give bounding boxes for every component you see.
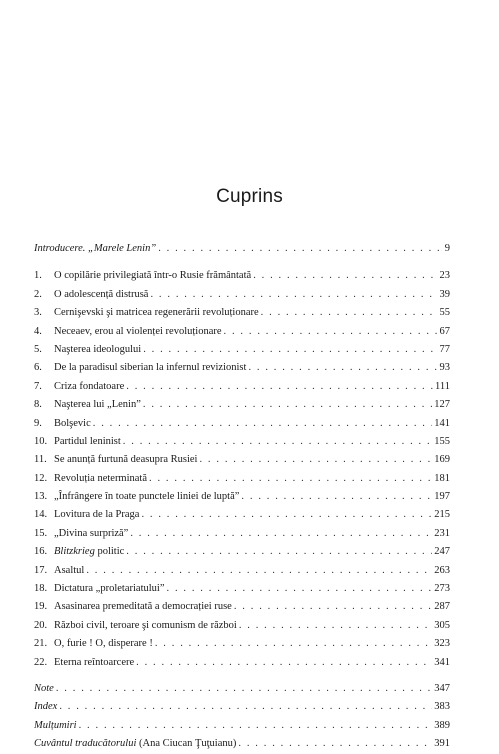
- toc-entry-title: O adolescență distrusă: [54, 288, 149, 300]
- toc-entry-page: 9: [444, 243, 450, 254]
- toc-entry-page: 23: [439, 270, 450, 282]
- dot-leader: [143, 396, 432, 414]
- toc-entry-number: 9.: [34, 417, 42, 429]
- toc-entry-page: 305: [434, 619, 450, 631]
- chapter-entry[interactable]: [34, 433, 450, 451]
- chapter-entry[interactable]: [34, 488, 450, 506]
- toc-entry-title: Dictatura „proletariatului”: [54, 583, 165, 595]
- toc-entry-page: 247: [434, 546, 450, 558]
- dot-leader: [239, 617, 432, 635]
- dot-leader: [238, 735, 432, 753]
- chapter-entry[interactable]: [34, 396, 450, 414]
- toc-entry-title-rest: politic: [94, 546, 125, 558]
- toc-entry-title: Revoluția neterminată: [54, 472, 148, 484]
- toc-entry-title: Lovitura de la Praga: [54, 509, 140, 521]
- back-matter-entry[interactable]: [34, 735, 450, 753]
- chapter-entry[interactable]: [34, 267, 450, 285]
- chapter-entry[interactable]: [34, 341, 450, 359]
- toc-entry-page: 287: [434, 601, 450, 613]
- dot-leader: [199, 451, 432, 469]
- dot-leader: [86, 562, 432, 580]
- toc-entry-number: 15.: [34, 527, 48, 539]
- toc-entry-page: 215: [434, 509, 450, 521]
- chapter-entry[interactable]: [34, 451, 450, 469]
- toc-entry-title-italic: Cuvântul traducătorului: [34, 738, 137, 750]
- toc-entry-title: O copilărie privilegiată într-o Rusie frământată: [54, 270, 252, 282]
- dot-leader: [261, 304, 438, 322]
- toc-entry-title: „Înfrângere în toate punctele liniei de luptă”: [54, 491, 240, 503]
- toc-entry-number: 20.: [34, 619, 48, 631]
- toc-entry-page: 93: [439, 362, 450, 374]
- toc-entry-title: Se anunță furtună deasupra Rusiei: [54, 454, 198, 466]
- chapter-entry[interactable]: [34, 525, 450, 543]
- toc-entry-page: 323: [434, 638, 450, 650]
- dot-leader: [59, 698, 432, 716]
- toc-entry-page: 181: [434, 472, 450, 484]
- toc-entry-title: Index: [34, 701, 58, 713]
- toc-entry-page: 273: [434, 583, 450, 595]
- chapter-entry[interactable]: [34, 617, 450, 635]
- toc-entry-number: 5.: [34, 343, 42, 355]
- chapter-entry[interactable]: [34, 635, 450, 653]
- dot-leader: [126, 543, 432, 561]
- toc-entry-number: 19.: [34, 601, 48, 613]
- toc-entry-number: 8.: [34, 399, 42, 411]
- chapter-entry[interactable]: [34, 415, 450, 433]
- toc-entry-page: 155: [434, 435, 450, 447]
- toc-entry-title: Asasinarea premeditată a democrației ruse: [54, 601, 232, 613]
- toc-entry-title: Criza fondatoare: [54, 380, 125, 392]
- dot-leader: [167, 580, 433, 598]
- chapter-entry[interactable]: [34, 580, 450, 598]
- toc-entry-title: Mulțumiri: [34, 719, 77, 731]
- toc-entry-page: 77: [439, 343, 450, 355]
- page-title: Cuprins: [216, 186, 283, 207]
- toc-entry-number: 12.: [34, 472, 48, 484]
- toc-entry-page: 341: [434, 656, 450, 668]
- toc-entry-number: 2.: [34, 288, 42, 300]
- dot-leader: [126, 378, 433, 396]
- chapter-entry[interactable]: [34, 323, 450, 341]
- toc-entry-page: 169: [434, 454, 450, 466]
- toc-entry-title: Introducere. „Marele Lenin”: [34, 243, 157, 254]
- toc-entry-title: Neceaev, erou al violenței revoluționare: [54, 325, 222, 337]
- chapter-entry[interactable]: [34, 506, 450, 524]
- section-gap: [34, 672, 450, 680]
- dot-leader: [149, 470, 432, 488]
- toc-entry-title: Eterna reîntoarcere: [54, 656, 135, 668]
- chapter-entry[interactable]: [34, 378, 450, 396]
- toc-entry-page: 127: [434, 399, 450, 411]
- chapter-entry[interactable]: [34, 359, 450, 377]
- toc-entry-page: 263: [434, 564, 450, 576]
- toc-entry-number: 11.: [34, 454, 47, 466]
- dot-leader: [248, 359, 437, 377]
- toc-entry-number: 10.: [34, 435, 48, 447]
- toc-entry-number: 6.: [34, 362, 42, 374]
- dot-leader: [123, 433, 432, 451]
- toc-entry-page: 39: [439, 288, 450, 300]
- back-matter-list: [34, 680, 450, 754]
- toc-entry-page: 55: [439, 307, 450, 319]
- toc-entry-page: 141: [434, 417, 450, 429]
- dot-leader: [79, 717, 433, 735]
- chapter-list: [34, 267, 450, 672]
- toc-entry-title: Naşterea ideologului: [54, 343, 142, 355]
- toc-entry-title: Război civil, teroare şi comunism de război: [54, 619, 237, 631]
- toc-entry-number: 4.: [34, 325, 42, 337]
- toc-entry-page: 197: [434, 491, 450, 503]
- dot-leader: [241, 488, 432, 506]
- dot-leader: [234, 598, 432, 616]
- back-matter-entry[interactable]: [34, 698, 450, 716]
- dot-leader: [158, 240, 443, 258]
- dot-leader: [136, 654, 432, 672]
- toc-entry-title: Cernişevski şi matricea regenerării revoluționare: [54, 307, 259, 319]
- toc-entry-number: 13.: [34, 491, 48, 503]
- toc-entry-page: 391: [434, 738, 450, 750]
- toc-entry-title: De la paradisul siberian la infernul revizionist: [54, 362, 247, 374]
- back-matter-entry[interactable]: [34, 717, 450, 735]
- toc-entry-page: 389: [434, 719, 450, 731]
- chapter-entry[interactable]: [34, 286, 450, 304]
- toc-entry-number: 1.: [34, 270, 42, 282]
- chapter-entry[interactable]: [34, 562, 450, 580]
- toc-entry-page: 383: [434, 701, 450, 713]
- toc-entry-page: 67: [439, 325, 450, 337]
- toc-entry-number: 17.: [34, 564, 48, 576]
- toc-entry-title: Note: [34, 682, 54, 694]
- toc-entry-title: [34, 735, 236, 753]
- toc-entry-introduction[interactable]: [34, 240, 450, 258]
- dot-leader: [93, 415, 433, 433]
- back-matter-entry[interactable]: [34, 680, 450, 698]
- toc-entry-title: „Divina surpriză”: [54, 527, 129, 539]
- dot-leader: [130, 525, 432, 543]
- chapter-entry[interactable]: [34, 304, 450, 322]
- dot-leader: [224, 323, 438, 341]
- toc-entry-title: [54, 543, 124, 561]
- toc-entry-page: 347: [434, 682, 450, 694]
- chapter-entry[interactable]: [34, 470, 450, 488]
- toc-entry-number: 22.: [34, 656, 48, 668]
- toc-entry-number: 7.: [34, 380, 42, 392]
- chapter-entry[interactable]: [34, 598, 450, 616]
- toc-entry-number: 16.: [34, 546, 48, 558]
- toc-entry-page: 111: [435, 380, 450, 392]
- toc-entry-title-rest: (Ana Ciucan Ţuţuianu): [136, 738, 237, 750]
- toc-entry-title: Asaltul: [54, 564, 85, 576]
- section-gap: [34, 258, 450, 267]
- toc-entry-title: O, furie ! O, disperare !: [54, 638, 153, 650]
- chapter-entry[interactable]: [34, 543, 450, 561]
- table-of-contents: [34, 240, 450, 754]
- toc-entry-title: Bolşevic: [54, 417, 91, 429]
- toc-entry-title: Naşterea lui „Lenin”: [54, 399, 141, 411]
- toc-entry-page: 231: [434, 527, 450, 539]
- toc-entry-title: Partidul leninist: [54, 435, 121, 447]
- dot-leader: [155, 635, 432, 653]
- dot-leader: [253, 267, 437, 285]
- toc-entry-number: 18.: [34, 583, 48, 595]
- toc-entry-number: 21.: [34, 638, 48, 650]
- dot-leader: [56, 680, 432, 698]
- dot-leader: [141, 506, 432, 524]
- dot-leader: [150, 286, 437, 304]
- chapter-entry[interactable]: [34, 654, 450, 672]
- toc-entry-title-italic: Blitzkrieg: [54, 546, 95, 558]
- toc-entry-number: 14.: [34, 509, 48, 521]
- dot-leader: [143, 341, 437, 359]
- toc-entry-number: 3.: [34, 307, 42, 319]
